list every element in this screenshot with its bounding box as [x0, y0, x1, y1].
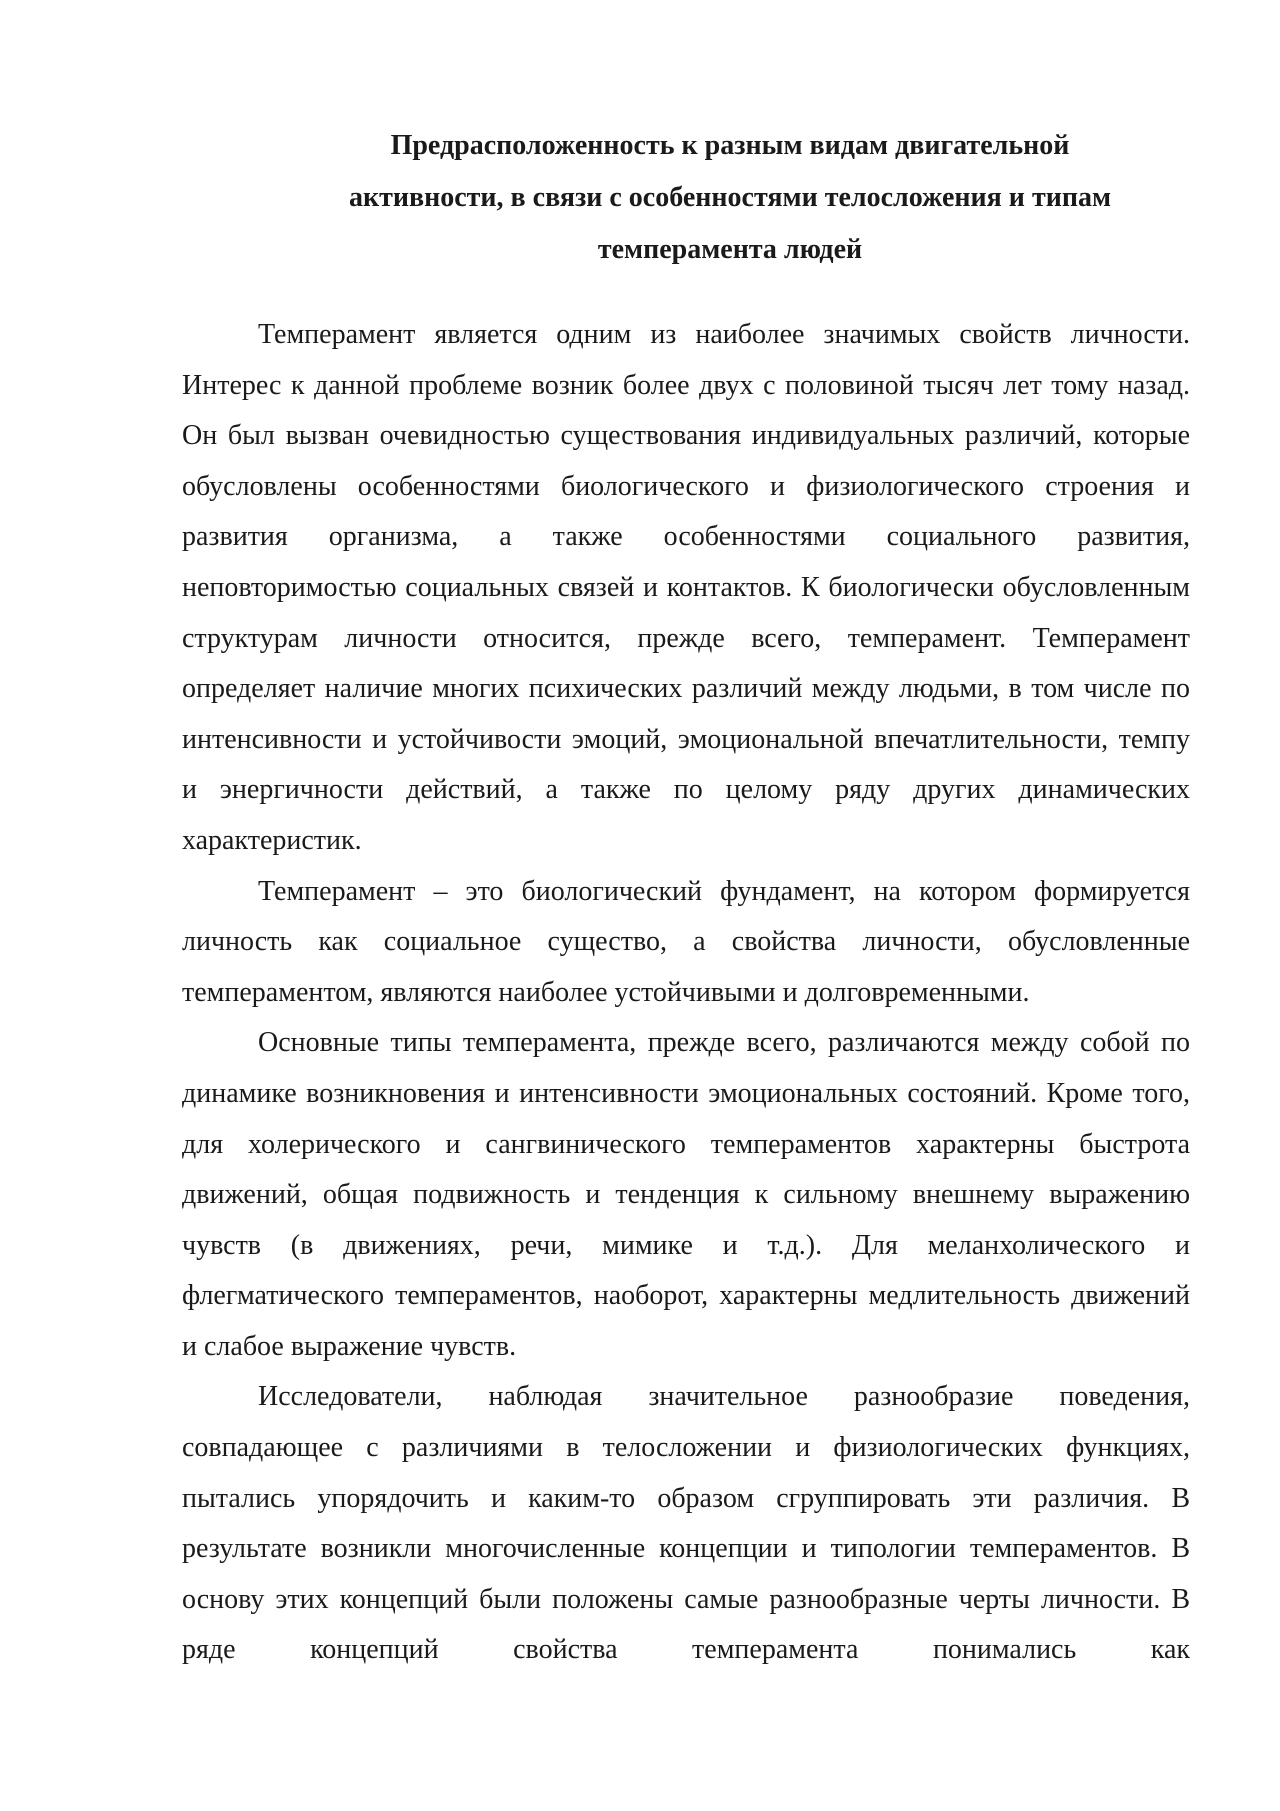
paragraph-1: Темперамент является одним из наиболее значимых свойств личности. Интерес к данной проблеме возник более двух с половиной тысяч лет тому назад. Он был вызван очевидностью существования индивидуальных различий, которые обусловлены особенностями биологического и физиологического строения и развития организма, а также особенностями социального развития, неповторимостью социальных связей и контактов. К биологически обусловленным структурам личности относится, прежде всего, темперамент. Темперамент определяет наличие многих психических различий между людьми, в том числе по интенсивности и устойчивости эмоций, эмоциональной впечатлительности, темпу и энергичности действий, а также по целому ряду других динамических характеристик. — [182, 319, 1190, 856]
document-body — [182, 310, 1190, 1676]
paragraph-2: Темперамент – это биологический фундамент, на котором формируется личность как социальное существо, а свойства личности, обусловленные темпераментом, являются наиболее устойчивыми и долговременными. — [182, 875, 1190, 1008]
paragraph-4: Исследователи, наблюдая значительное разнообразие поведения, совпадающее с различиями в телосложении и физиологических функциях, пытались упорядочить и каким-то образом сгруппировать эти различия. В результате возникли многочисленные концепции и типологии темпераментов. В основу этих концепций были положены самые разнообразные черты личности. В ряде концепций свойства темперамента понимались как — [182, 1381, 1190, 1666]
document-title — [280, 120, 1180, 276]
paragraph-3: Основные типы темперамента, прежде всего, различаются между собой по динамике возникновения и интенсивности эмоциональных состояний. Кроме того, для холерического и сангвинического темпераментов характерны быстрота движений, общая подвижность и тенденция к сильному внешнему выражению чувств (в движениях, речи, мимике и т.д.). Для меланхолического и флегматического темпераментов, наоборот, характерны медлительность движений и слабое выражение чувств. — [182, 1027, 1190, 1362]
title-line-1: Предрасположенность к разным видам двигательной — [390, 130, 1070, 161]
title-line-2: активности, в связи с особенностями телосложения и типам — [348, 182, 1112, 213]
title-line-3: темперамента людей — [597, 234, 863, 265]
